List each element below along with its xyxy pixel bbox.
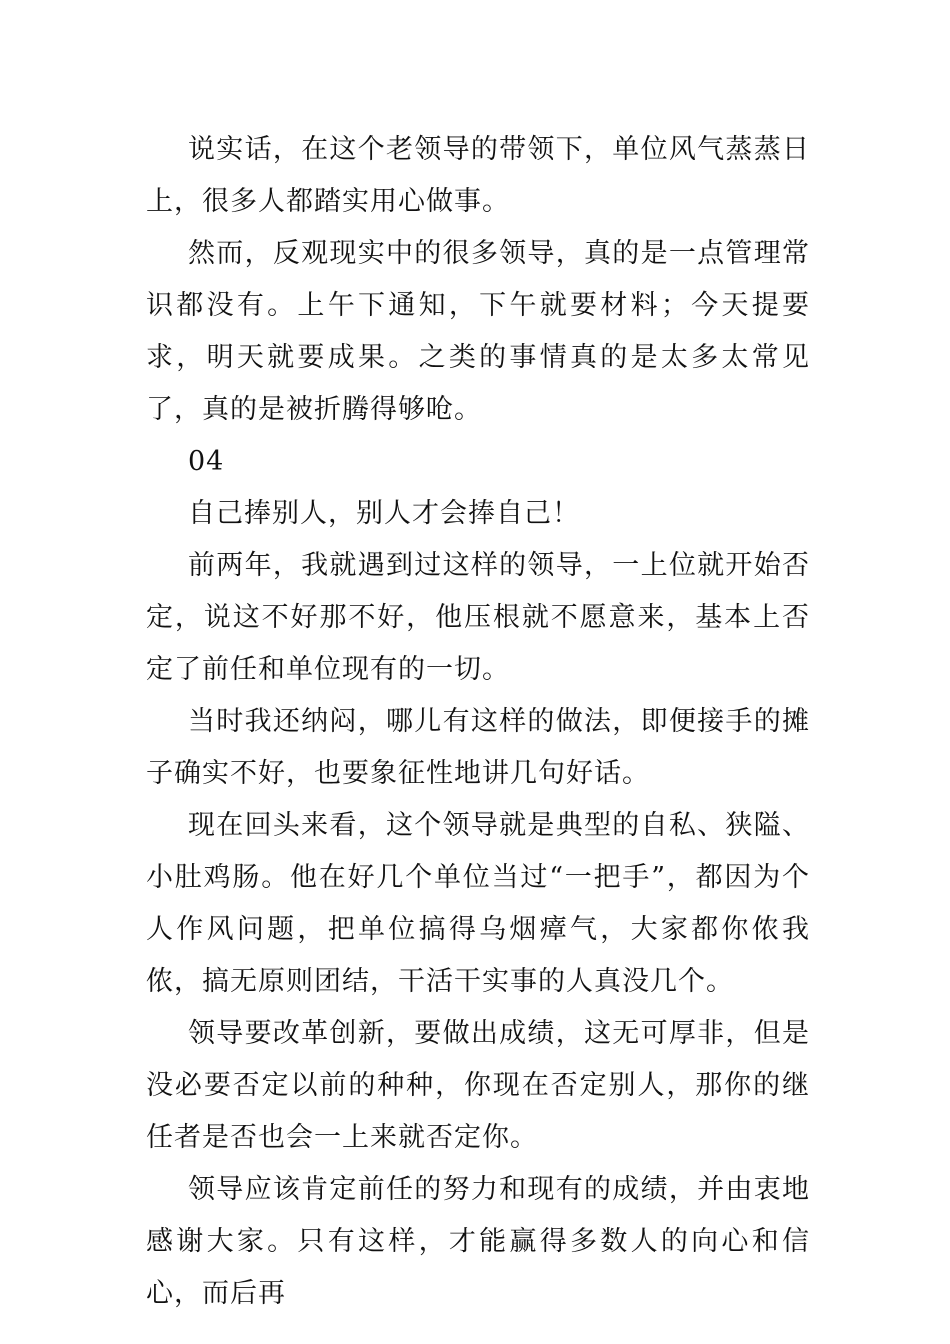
section-heading: 自己捧别人，别人才会捧自己！ xyxy=(188,498,580,529)
paragraph: 现在回头来看，这个领导就是典型的自私、狭隘、小肚鸡肠。他在好几个单位当过“一把手”，都因为个人作风问题，把单位搞得乌烟瘴气，大家都你侬我侬，搞无原则团结，干活干实事的人真没几个。 xyxy=(146,810,810,997)
document-body xyxy=(146,124,810,1320)
paragraph: 说实话，在这个老领导的带领下，单位风气蒸蒸日上，很多人都踏实用心做事。 xyxy=(146,134,810,217)
paragraph: 然而，反观现实中的很多领导，真的是一点管理常识都没有。上午下通知，下午就要材料；今天提要求，明天就要成果。之类的事情真的是太多太常见了，真的是被折腾得够呛。 xyxy=(146,238,810,425)
paragraph: 当时我还纳闷，哪儿有这样的做法，即便接手的摊子确实不好，也要象征性地讲几句好话。 xyxy=(146,706,810,789)
section-number: 04 xyxy=(188,446,225,477)
paragraph: 领导应该肯定前任的努力和现有的成绩，并由衷地感谢大家。只有这样，才能赢得多数人的向心和信心，而后再 xyxy=(146,1174,810,1309)
paragraph: 前两年，我就遇到过这样的领导，一上位就开始否定，说这不好那不好，他压根就不愿意来，基本上否定了前任和单位现有的一切。 xyxy=(146,550,810,685)
paragraph: 领导要改革创新，要做出成绩，这无可厚非，但是没必要否定以前的种种，你现在否定别人，那你的继任者是否也会一上来就否定你。 xyxy=(146,1018,810,1153)
